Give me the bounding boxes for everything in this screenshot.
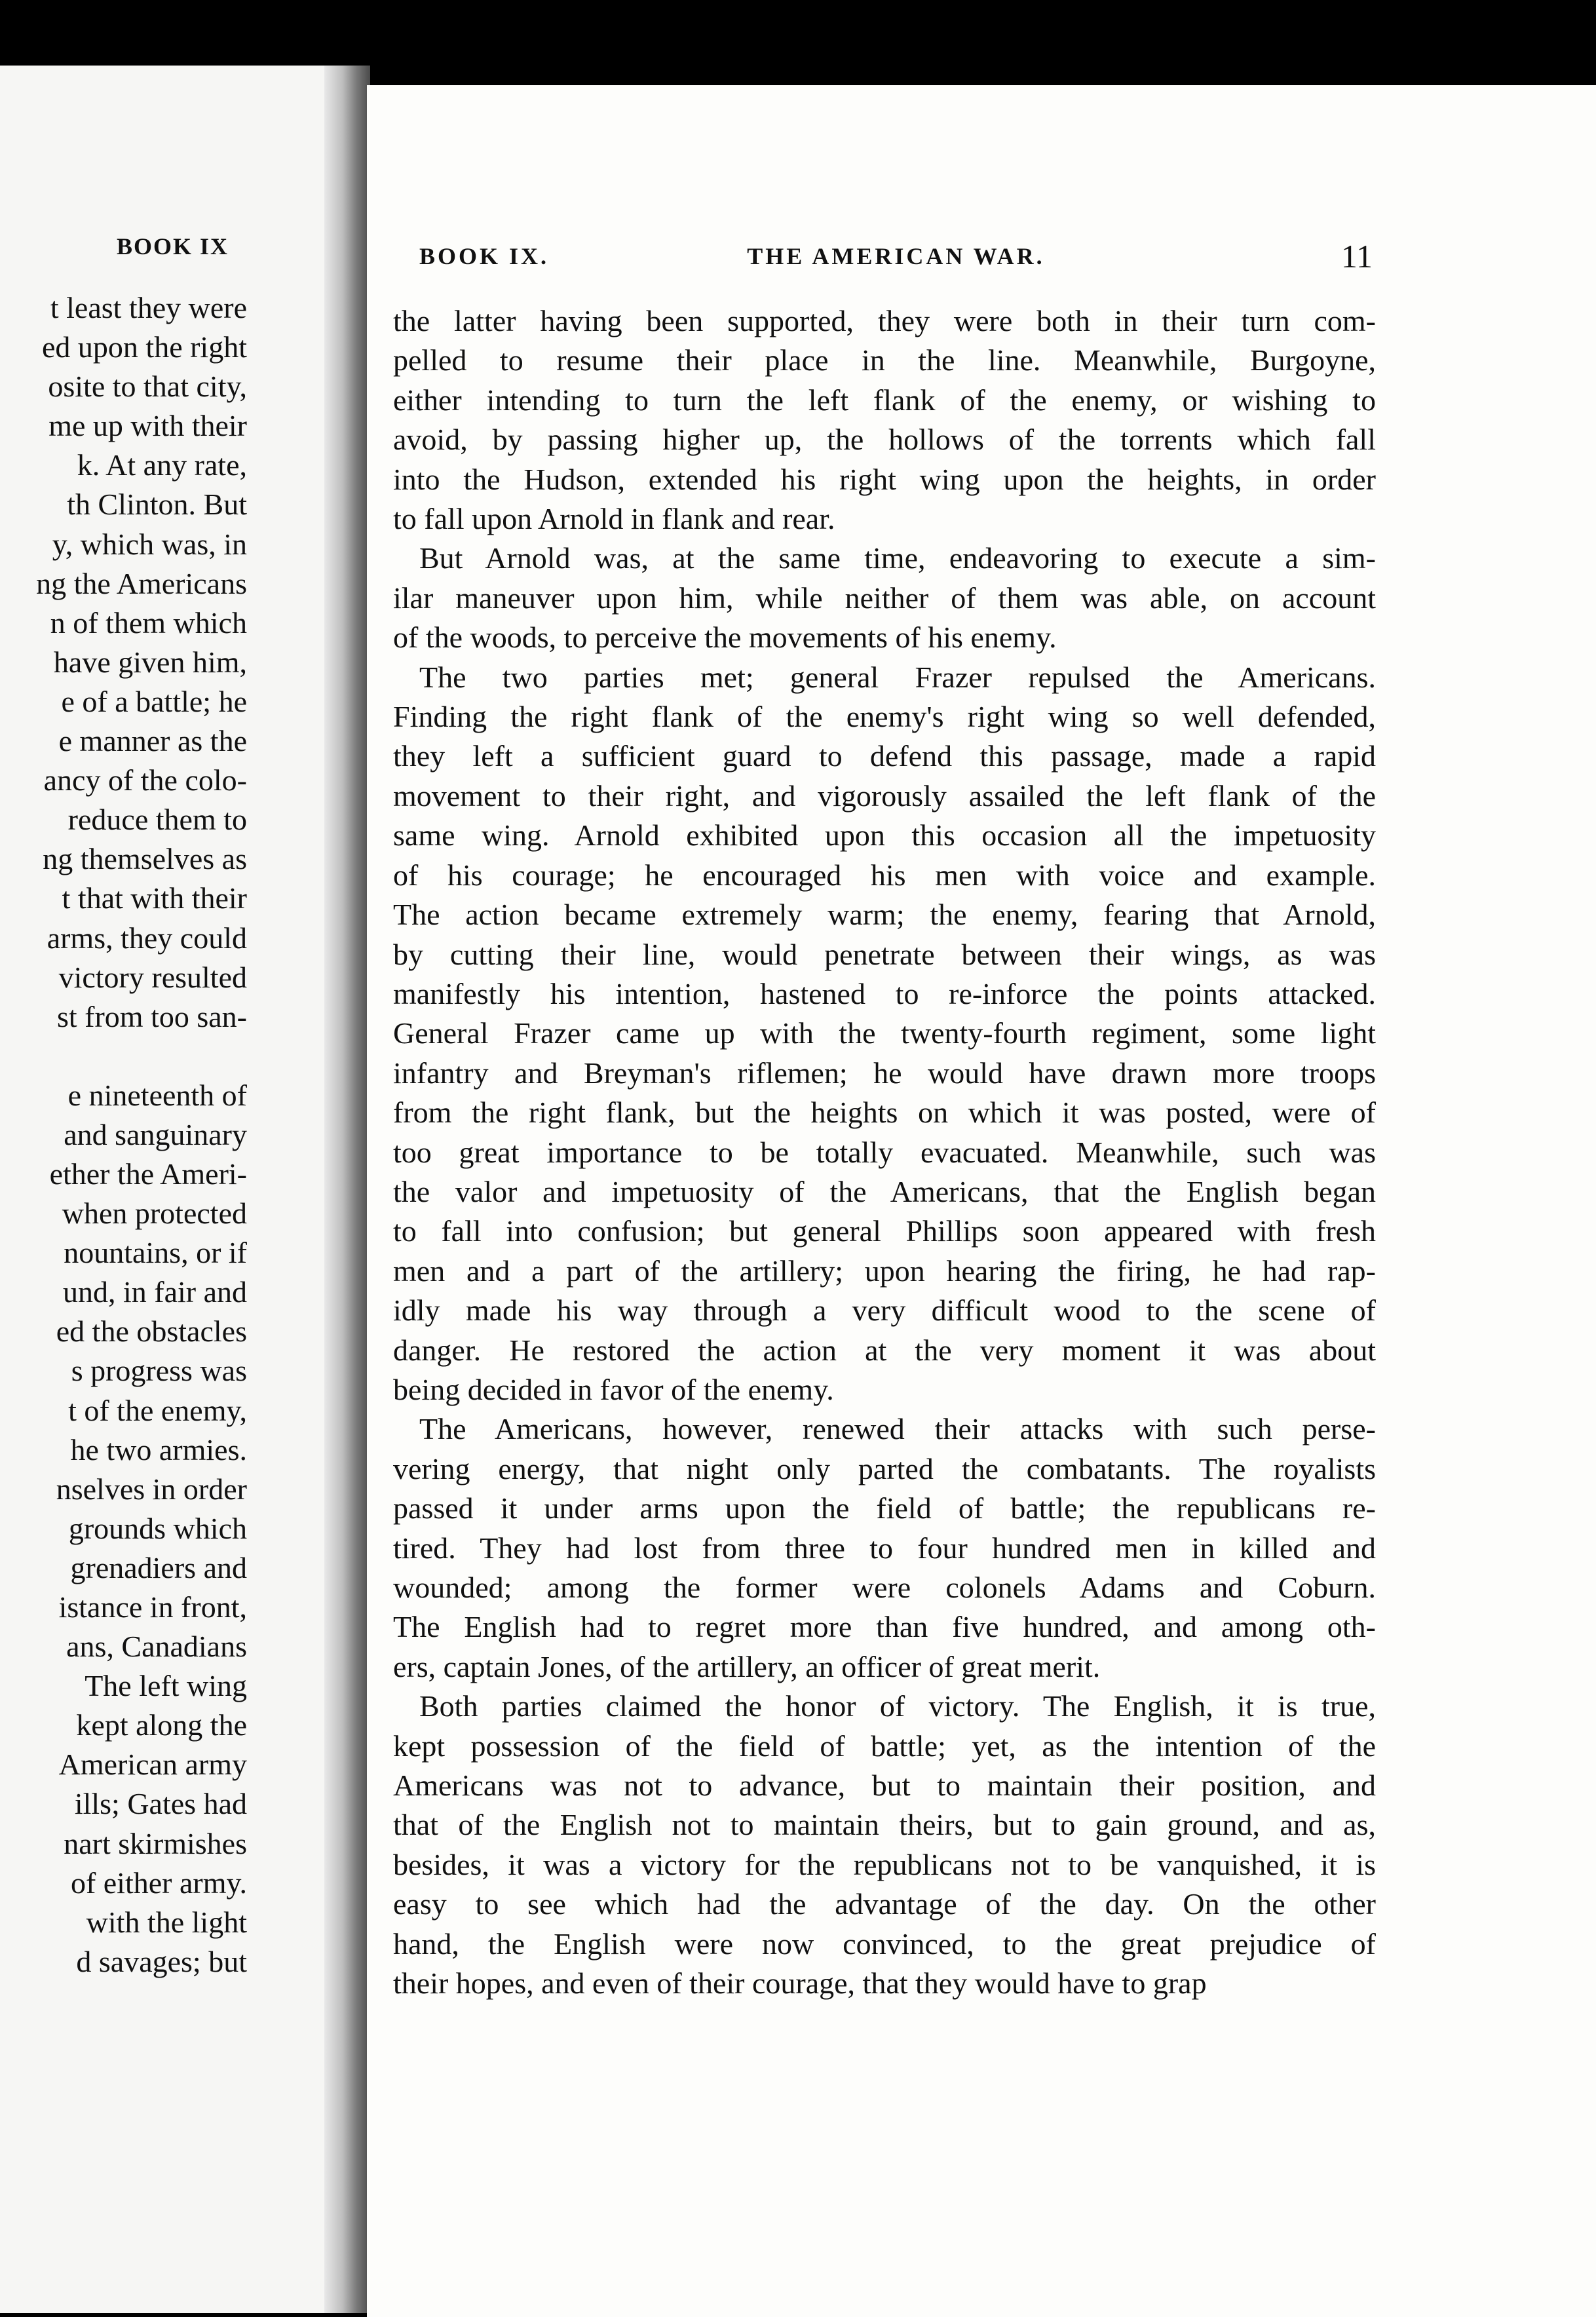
left-page-line: The left wing — [85, 1669, 247, 1703]
paragraph — [393, 301, 1376, 539]
text-line: wounded; among the former were colonels Adams and Coburn. — [393, 1571, 1376, 1604]
left-page-line: when protected — [62, 1197, 247, 1231]
text-line: avoid, by passing higher up, the hollows of the torrents which fall — [393, 423, 1376, 457]
text-line: manifestly his intention, hastened to re-inforce the points attacked. — [393, 976, 1376, 1010]
left-page-line: k. At any rate, — [77, 448, 247, 482]
text-line: either intending to turn the left flank of the enemy, or wishing to — [393, 383, 1376, 417]
left-page-line: istance in front, — [58, 1590, 247, 1624]
text-line: into the Hudson, extended his right wing upon the heights, in order — [393, 462, 1376, 496]
running-head-title: THE AMERICAN WAR. — [747, 243, 1045, 269]
text-line: General Frazer came up with the twenty-fourth regiment, some light — [393, 1016, 1376, 1050]
text-line: kept possession of the field of battle; yet, as the intention of the — [393, 1729, 1376, 1763]
left-page-line: ancy of the colo- — [43, 763, 247, 797]
left-page-line: st from too san- — [56, 999, 247, 1033]
text-line: Finding the right flank of the enemy's right wing so well defended, — [393, 700, 1376, 734]
left-page-line: ng themselves as — [43, 842, 247, 876]
left-page-line: arms, they could — [47, 921, 247, 955]
left-page-line: ills; Gates had — [74, 1787, 247, 1821]
text-line: Both parties claimed the honor of victory. The English, it is true, — [419, 1689, 1376, 1723]
left-page-line: ng the Americans — [36, 566, 247, 600]
text-line: that of the English not to maintain theirs, but to gain ground, and as, — [393, 1808, 1376, 1842]
left-page-line: nountains, or if — [64, 1236, 247, 1270]
paragraph — [393, 658, 1376, 1410]
left-page-line: and sanguinary — [64, 1117, 247, 1151]
text-line: tired. They had lost from three to four hundred men in killed and — [393, 1531, 1376, 1565]
text-line: passed it under arms upon the field of battle; the republicans re- — [393, 1491, 1376, 1525]
text-line: their hopes, and even of their courage, that they would have to grap — [393, 1966, 1207, 2001]
left-page-line: of either army. — [70, 1866, 247, 1900]
left-page — [0, 66, 324, 2313]
text-line: from the right flank, but the heights on which it was posted, were of — [393, 1096, 1376, 1130]
left-page-line: ans, Canadians — [66, 1630, 247, 1664]
left-page-line: ether the Ameri- — [49, 1157, 247, 1191]
left-page-line: n of them which — [50, 605, 247, 640]
text-line: ers, captain Jones, of the artillery, an officer of great merit. — [393, 1649, 1101, 1683]
text-line: too great importance to be totally evacuated. Meanwhile, such was — [393, 1135, 1376, 1169]
left-page-line: t that with their — [62, 881, 247, 915]
running-head — [419, 238, 1373, 282]
left-page-line: t least they were — [50, 291, 247, 324]
left-page-line: have given him, — [53, 645, 247, 679]
left-page-line: grounds which — [68, 1511, 247, 1545]
text-line: infantry and Breyman's riflemen; he would have drawn more troops — [393, 1056, 1376, 1090]
text-line: of his courage; he encouraged his men with voice and example. — [393, 858, 1376, 892]
text-line: vering energy, that night only parted the combatants. The royalists — [393, 1451, 1376, 1485]
text-line: The action became extremely warm; the enemy, fearing that Arnold, — [393, 898, 1376, 932]
text-line: being decided in favor of the enemy. — [393, 1372, 834, 1406]
left-page-text — [36, 288, 247, 1982]
paragraph — [393, 539, 1376, 657]
left-page-line: me up with their — [48, 409, 247, 443]
text-line: same wing. Arnold exhibited upon this occasion all the impetuosity — [393, 818, 1376, 852]
text-line: danger. He restored the action at the very moment it was about — [393, 1333, 1376, 1367]
book-gutter — [324, 66, 370, 2313]
left-page-line: e nineteenth of — [67, 1078, 247, 1112]
text-line: movement to their right, and vigorously assailed the left flank of the — [393, 778, 1376, 813]
text-line: ilar maneuver upon him, while neither of them was able, on account — [393, 581, 1376, 615]
left-page-line: nselves in order — [56, 1472, 247, 1506]
text-line: the latter having been supported, they were both in their turn com- — [393, 304, 1376, 337]
left-page-line: he two armies. — [70, 1432, 247, 1466]
left-page-line: ed the obstacles — [56, 1314, 247, 1349]
left-page-line: reduce them to — [67, 803, 247, 837]
left-page-line: kept along the — [76, 1708, 247, 1742]
text-line: of the woods, to perceive the movements of his enemy. — [393, 621, 1057, 655]
left-page-line: osite to that city, — [48, 370, 247, 404]
left-page-line: d savages; but — [76, 1944, 247, 1978]
text-line: The two parties met; general Frazer repulsed the Americans. — [419, 660, 1376, 694]
left-page-line: t of the enemy, — [68, 1393, 247, 1427]
text-line: by cutting their line, would penetrate between their wings, as was — [393, 937, 1376, 971]
left-page-line: American army — [58, 1748, 247, 1782]
text-line: to fall upon Arnold in flank and rear. — [393, 502, 835, 536]
text-line: they left a sufficient guard to defend this passage, made a rapid — [393, 739, 1376, 773]
left-page-line: s progress was — [71, 1354, 247, 1388]
paragraph — [393, 1409, 1376, 1687]
text-line: idly made his way through a very difficult wood to the scene of — [393, 1293, 1376, 1328]
left-page-line — [36, 1037, 247, 1076]
left-page-line: th Clinton. But — [67, 488, 247, 522]
right-page — [367, 85, 1596, 2317]
text-line: easy to see which had the advantage of the day. On the other — [393, 1887, 1376, 1921]
running-head-book: BOOK IX. — [419, 243, 550, 269]
left-page-line: ed upon the right — [42, 330, 247, 364]
left-page-line: und, in fair and — [62, 1275, 247, 1309]
text-line: men and a part of the artillery; upon hearing the firing, he had rap- — [393, 1254, 1376, 1288]
left-page-line: nart skirmishes — [64, 1826, 247, 1860]
page-number: 11 — [1340, 238, 1373, 275]
text-line: pelled to resume their place in the line. Meanwhile, Burgoyne, — [393, 343, 1376, 377]
left-page-line: y, which was, in — [52, 527, 247, 561]
left-page-line: with the light — [86, 1905, 247, 1939]
text-line: Americans was not to advance, but to maintain their position, and — [393, 1769, 1376, 1803]
left-page-line: e of a battle; he — [61, 684, 247, 718]
text-line: The Americans, however, renewed their attacks with such perse- — [419, 1412, 1376, 1446]
text-line: to fall into confusion; but general Phillips soon appeared with fresh — [393, 1214, 1376, 1248]
text-line: hand, the English were now convinced, to the great prejudice of — [393, 1926, 1376, 1961]
text-line: But Arnold was, at the same time, endeavoring to execute a sim- — [419, 541, 1376, 575]
left-page-line: e manner as the — [58, 724, 247, 758]
left-page-line: grenadiers and — [70, 1550, 247, 1584]
body-text — [393, 301, 1376, 2003]
paragraph — [393, 1687, 1376, 2003]
text-line: the valor and impetuosity of the Americans, that the English began — [393, 1174, 1376, 1208]
text-line: The English had to regret more than five hundred, and among oth- — [393, 1610, 1376, 1644]
left-page-header: BOOK IX — [117, 233, 229, 259]
left-page-line: victory resulted — [58, 960, 247, 994]
text-line: besides, it was a victory for the republicans not to be vanquished, it is — [393, 1847, 1376, 1881]
